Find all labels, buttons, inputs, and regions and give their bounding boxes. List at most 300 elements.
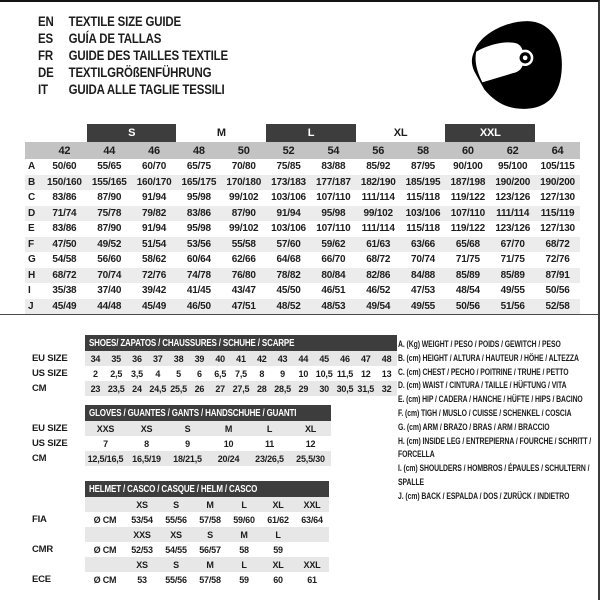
size-value: 48 xyxy=(376,351,397,366)
helmet-size-table xyxy=(30,481,329,587)
measure-value: 45/50 xyxy=(276,285,301,297)
measure-value: 66/70 xyxy=(321,254,346,266)
legend-item-H: H. (cm) INSIDE LEG / ENTREPIERNA / FOURCHE / SCHRITT / FORCELLA xyxy=(398,435,592,461)
measure-value: 43/47 xyxy=(231,285,256,297)
measure-value: 74/78 xyxy=(176,268,221,284)
measure-value: 45/49 xyxy=(132,299,177,315)
lang-row-en xyxy=(38,13,228,30)
measure-value: 46/51 xyxy=(321,285,346,297)
helmet-size-value: S xyxy=(159,497,193,512)
measure-value: 85/92 xyxy=(366,161,391,173)
lang-title: GUIDA ALLE TAGLIE TESSILI xyxy=(68,82,225,97)
helmet-size-value: XL xyxy=(261,557,295,572)
lang-title: GUIDE DES TAILLES TEXTILE xyxy=(68,48,228,63)
size-value: XL xyxy=(290,421,331,436)
measure-value: 71/74 xyxy=(42,206,87,222)
legend-item-B: B. (cm) HEIGHT / ALTURA / HAUTEUR / HÖHE / ALTEZZA xyxy=(398,352,579,364)
size-62: 62 xyxy=(490,142,535,159)
measure-value: 48/54 xyxy=(455,285,480,297)
size-value: 43 xyxy=(272,351,293,366)
measure-value: 87/90 xyxy=(97,223,122,235)
measure-value: 72/76 xyxy=(545,254,570,266)
gloves-title-row xyxy=(30,405,331,421)
measure-value: 62/66 xyxy=(231,254,256,266)
helmet-size-value: S xyxy=(193,527,227,542)
gloves-size-section xyxy=(30,405,331,466)
legend-item-J: J. (cm) BACK / ESPALDA / DOS / ZURÜCK / INDIETRO xyxy=(398,490,570,502)
gloves-row-eu-size xyxy=(30,421,331,436)
measure-value: 127/130 xyxy=(540,223,575,235)
helmet-size-value xyxy=(295,542,329,557)
measure-value: 50/60 xyxy=(52,161,77,173)
size-value: 26 xyxy=(189,381,210,396)
row-label: EU SIZE xyxy=(32,423,68,434)
size-52: 52 xyxy=(266,142,311,159)
measure-value: 57/60 xyxy=(266,237,311,253)
measure-value: 177/187 xyxy=(311,175,356,191)
lang-code: ES xyxy=(38,31,53,46)
size-value: 24 xyxy=(127,381,148,396)
lang-title: TEXTILE SIZE GUIDE xyxy=(68,14,181,29)
helmet-size-value: S xyxy=(159,557,193,572)
measure-value: 85/89 xyxy=(490,268,535,284)
measure-value: 95/98 xyxy=(186,223,211,235)
measure-row-E xyxy=(25,221,580,237)
legend-item-A: A. (Kg) WEIGHT / PESO / POIDS / GEWITCH / PESO xyxy=(398,339,561,350)
lang-code: DE xyxy=(38,65,54,80)
measure-value: 37/40 xyxy=(97,285,122,297)
measure-value: 111/114 xyxy=(490,206,535,222)
section-label-spacer xyxy=(30,481,85,497)
helmet-row-sizes-4 xyxy=(30,557,329,572)
textile-size-table xyxy=(25,124,580,314)
size-value: 47 xyxy=(355,351,376,366)
measure-value: 44/48 xyxy=(87,299,132,315)
measure-value: 111/114 xyxy=(361,192,395,204)
measure-value: 59/62 xyxy=(311,237,356,253)
helmet-size-value: 59/60 xyxy=(233,514,255,525)
legend-item-C: C. (cm) CHEST / PECHO / POITRINE / TRUHE / PETTO xyxy=(398,366,569,378)
size-value: 32 xyxy=(376,381,397,396)
size-58: 58 xyxy=(401,142,446,159)
lang-code: FR xyxy=(38,48,53,63)
measure-value: 111/114 xyxy=(361,223,395,235)
lang-row-it xyxy=(38,81,228,98)
row-letter: B xyxy=(25,175,42,191)
measure-value: 87/95 xyxy=(411,161,436,173)
row-label: EU SIZE xyxy=(32,353,68,364)
lang-title: TEXTILGRÖßENFÜHRUNG xyxy=(68,65,212,80)
size-value: 5 xyxy=(176,368,181,379)
measure-value: 68/72 xyxy=(42,268,87,284)
size-value: 24,5 xyxy=(147,381,168,396)
size-value: 46 xyxy=(335,351,356,366)
shoes-title-row xyxy=(30,335,397,351)
standard-label xyxy=(30,527,85,542)
measure-value: 99/102 xyxy=(229,192,259,204)
measure-value: 60/70 xyxy=(142,161,167,173)
gloves-row-cm xyxy=(30,451,331,466)
measure-value: 60/64 xyxy=(186,254,211,266)
gloves-title-text: GLOVES / GUANTES / GANTS / HANDSCHUHE / GUANTI xyxy=(89,407,297,419)
size-value: 3,5 xyxy=(131,368,143,379)
measure-value: 75/85 xyxy=(276,161,301,173)
size-value: 38 xyxy=(168,351,189,366)
lang-code: IT xyxy=(38,82,48,97)
row-letter: I xyxy=(28,285,31,297)
measure-value: 64/68 xyxy=(276,254,301,266)
measure-value: 65/75 xyxy=(186,161,211,173)
measure-value: 80/84 xyxy=(311,268,356,284)
gloves-title xyxy=(85,405,331,421)
size-value: 36 xyxy=(127,351,148,366)
size-value: 31,5 xyxy=(355,381,376,396)
measure-value: 91/94 xyxy=(142,192,167,204)
size-value: 7 xyxy=(103,438,108,449)
size-56: 56 xyxy=(356,142,401,159)
measure-value: 52/58 xyxy=(535,299,580,315)
helmet-size-value: XXL xyxy=(295,497,329,512)
language-title-list xyxy=(38,13,228,98)
size-46: 46 xyxy=(132,142,177,159)
size-value: 12 xyxy=(305,438,316,449)
helmet-size-value: XXL xyxy=(295,557,329,572)
shoes-size-section xyxy=(30,335,397,396)
measure-row-I xyxy=(25,283,580,299)
helmet-size-value: 61 xyxy=(307,574,317,585)
measure-value: 75/78 xyxy=(87,206,132,222)
measure-row-D xyxy=(25,206,580,222)
measure-value: 107/110 xyxy=(316,192,351,204)
helmet-row-sizes-2 xyxy=(30,527,329,542)
helmet-size-value: XS xyxy=(125,497,159,512)
measure-value: 78/82 xyxy=(266,268,311,284)
measure-value: 103/106 xyxy=(271,223,306,235)
measure-value: 45/49 xyxy=(42,299,87,315)
measure-value: 68/72 xyxy=(535,237,580,253)
section-label-spacer xyxy=(30,335,85,351)
measure-value: 190/200 xyxy=(490,175,535,191)
measure-value: 83/86 xyxy=(52,192,77,204)
diameter-unit xyxy=(85,557,125,572)
row-label: CM xyxy=(32,383,47,394)
diameter-unit: Ø CM xyxy=(93,514,117,525)
size-value: 10,5 xyxy=(315,368,333,379)
helmet-size-value: 53 xyxy=(137,574,147,585)
size-44: 44 xyxy=(87,142,132,159)
size-60: 60 xyxy=(445,142,490,159)
measure-value: 47/53 xyxy=(411,285,436,297)
measure-value: 190/200 xyxy=(535,175,580,191)
size-value: 8 xyxy=(259,368,265,379)
measure-value: 58/62 xyxy=(142,254,167,266)
size-value: 13 xyxy=(381,368,392,379)
helmet-row-ece xyxy=(30,572,329,587)
row-letter: D xyxy=(25,206,42,222)
measure-value: 53/56 xyxy=(176,237,221,253)
measure-value: 182/190 xyxy=(356,175,401,191)
helmet-size-value: 59 xyxy=(273,544,283,555)
helmet-size-value xyxy=(295,527,329,542)
measure-value: 49/54 xyxy=(356,299,401,315)
measure-row-C xyxy=(25,190,580,206)
measure-value: 63/66 xyxy=(401,237,446,253)
size-value: 28,5 xyxy=(272,381,293,396)
size-value: 35 xyxy=(106,351,127,366)
helmet-size-value: M xyxy=(227,527,261,542)
shoes-size-table xyxy=(30,335,397,396)
measure-value: 70/74 xyxy=(411,254,436,266)
measure-value: 55/65 xyxy=(97,161,122,173)
measure-value: 55/58 xyxy=(221,237,266,253)
measure-value: 90/100 xyxy=(453,161,483,173)
legend-item-D: D. (cm) WAIST / CINTURA / TAILLE / HÜFTUNG / VITA xyxy=(398,380,567,392)
measure-value: 76/80 xyxy=(221,268,266,284)
helmet-size-value: XS xyxy=(125,557,159,572)
row-letter: J xyxy=(25,299,42,315)
lang-code: EN xyxy=(38,14,54,29)
measure-value: 103/106 xyxy=(401,206,446,222)
size-value: 29 xyxy=(293,381,314,396)
helmet-size-value: 52/53 xyxy=(131,544,153,555)
size-value: 6 xyxy=(196,368,202,379)
row-letter: C xyxy=(28,192,36,204)
measure-value: 95/98 xyxy=(186,192,211,204)
measure-value: 115/118 xyxy=(406,223,440,235)
measure-value: 47/50 xyxy=(42,237,87,253)
measure-value: 71/75 xyxy=(455,254,480,266)
legend-item-I: I. (cm) SHOULDERS / HOMBROS / ÉPAULES / SCHULTERN / SPALLE xyxy=(398,463,590,488)
measure-value: 107/110 xyxy=(316,223,351,235)
size-value: 30 xyxy=(314,381,335,396)
helmet-size-value: 55/56 xyxy=(165,514,187,525)
measure-value: 56/60 xyxy=(97,254,122,266)
size-value: 10 xyxy=(298,368,309,379)
measure-value: 48/53 xyxy=(311,299,356,315)
size-48: 48 xyxy=(176,142,221,159)
helmet-size-value: 60 xyxy=(273,574,283,585)
size-value: 2,5 xyxy=(110,368,123,379)
helmet-title xyxy=(85,481,329,497)
size-value: 12 xyxy=(360,368,371,379)
helmet-title-text: HELMET / CASCO / CASQUE / HELM / CASCO xyxy=(89,483,258,495)
measure-value: 95/98 xyxy=(311,206,356,222)
legend-item-E: E. (cm) HIP / CADERA / HANCHE / HÜFTE / HIPS / BACINO xyxy=(398,394,583,406)
corner-spacer xyxy=(25,124,42,142)
shoes-row-us-size xyxy=(30,366,397,381)
diameter-unit xyxy=(85,527,125,542)
measure-value: 160/170 xyxy=(132,175,177,191)
diameter-unit: Ø CM xyxy=(93,574,117,585)
measure-value: 85/89 xyxy=(445,268,490,284)
measure-value: 165/175 xyxy=(176,175,221,191)
shoes-title xyxy=(85,335,397,351)
row-label: US SIZE xyxy=(32,438,68,449)
size-value: 12,5/16,5 xyxy=(85,451,126,466)
helmet-size-value: 57/58 xyxy=(199,514,221,525)
helmet-size-value: 58 xyxy=(239,544,249,555)
helmet-size-value: 57/58 xyxy=(199,574,221,585)
measure-value: 39/42 xyxy=(142,285,167,297)
row-letter: E xyxy=(28,223,35,235)
measure-value: 173/183 xyxy=(266,175,311,191)
measure-value: 107/110 xyxy=(445,206,490,222)
helmet-size-value: XS xyxy=(159,527,193,542)
measure-value: 51/54 xyxy=(132,237,177,253)
standard-label: ECE xyxy=(32,574,51,585)
measure-value: 50/56 xyxy=(445,299,490,315)
strip-spacer xyxy=(25,142,42,159)
size-value: 37 xyxy=(147,351,168,366)
size-value: 44 xyxy=(293,351,314,366)
size-value: 39 xyxy=(189,351,210,366)
measure-value: 91/94 xyxy=(266,206,311,222)
measure-row-A xyxy=(25,159,580,175)
size-value: 9 xyxy=(185,438,190,449)
size-value: L xyxy=(249,421,290,436)
measure-value: 127/130 xyxy=(540,192,575,204)
measure-value: 79/82 xyxy=(132,206,177,222)
legend-item-G: G. (cm) ARM / BRAZO / BRAS / ARM / BRACCIO xyxy=(398,421,550,433)
size-value: 11,5 xyxy=(336,368,354,379)
measure-value: 67/70 xyxy=(490,237,535,253)
measure-value: 105/115 xyxy=(540,161,575,173)
measure-value: 103/106 xyxy=(271,192,306,204)
section-label-spacer xyxy=(30,405,85,421)
measure-value: 49/55 xyxy=(401,299,446,315)
standard-label xyxy=(30,497,85,512)
size-value: 9 xyxy=(280,368,285,379)
measure-value: 47/51 xyxy=(221,299,266,315)
size-value: 41 xyxy=(231,351,252,366)
measure-value: 123/126 xyxy=(495,223,531,235)
measure-value: 65/68 xyxy=(445,237,490,253)
size-value: 11 xyxy=(264,438,275,449)
helmet-size-value: 56/57 xyxy=(199,544,221,555)
legend-item-F: F. (cm) TIGH / MUSLO / CUISSE / SCHENKEL / COSCIA xyxy=(398,407,572,419)
row-label: CM xyxy=(32,453,47,464)
helmet-size-value: 54/55 xyxy=(165,544,187,555)
lang-row-fr xyxy=(38,47,228,64)
size-value: 45 xyxy=(314,351,335,366)
measure-value: 83/88 xyxy=(321,161,346,173)
size-value: XS xyxy=(126,421,167,436)
measure-value: 87/90 xyxy=(221,206,266,222)
size-group-m: M xyxy=(216,127,226,139)
size-64: 64 xyxy=(535,142,580,159)
standard-label xyxy=(30,557,85,572)
size-value: 23,5 xyxy=(106,381,127,396)
numeric-size-row xyxy=(25,142,580,159)
helmet-size-value: L xyxy=(227,557,261,572)
measure-row-B xyxy=(25,175,580,191)
measure-value: 123/126 xyxy=(495,192,531,204)
size-value: 25,5 xyxy=(168,381,189,396)
measure-value: 35/38 xyxy=(52,285,77,297)
measure-value: 84/88 xyxy=(401,268,446,284)
group-spacer-left xyxy=(42,124,87,142)
measure-value: 41/45 xyxy=(186,285,211,297)
lang-row-es xyxy=(38,30,228,47)
size-value: M xyxy=(208,421,249,436)
measure-value: 115/119 xyxy=(535,206,580,222)
racing-helmet-icon xyxy=(466,15,568,117)
helmet-size-value: 53/54 xyxy=(131,514,153,525)
measure-value: 49/55 xyxy=(500,285,525,297)
helmet-size-value: XXS xyxy=(125,527,159,542)
helmet-size-value: 59 xyxy=(239,574,249,585)
size-50: 50 xyxy=(221,142,266,159)
size-value: 18/21,5 xyxy=(167,451,208,466)
size-value: 25,5/30 xyxy=(290,451,331,466)
measure-value: 95/100 xyxy=(498,161,528,173)
helmet-size-value: M xyxy=(193,557,227,572)
measure-value: 82/86 xyxy=(356,268,401,284)
measure-row-F xyxy=(25,237,580,253)
size-42: 42 xyxy=(42,142,87,159)
lang-title: GUÍA DE TALLAS xyxy=(68,31,162,46)
helmet-size-value: M xyxy=(193,497,227,512)
gloves-row-us-size xyxy=(30,436,331,451)
size-value: 27 xyxy=(210,381,231,396)
size-value: 34 xyxy=(85,351,106,366)
measure-value: 70/74 xyxy=(87,268,132,284)
measure-value: 54/58 xyxy=(52,254,77,266)
size-value: 42 xyxy=(251,351,272,366)
row-letter: G xyxy=(28,254,36,266)
size-value: 23 xyxy=(85,381,106,396)
size-group-row xyxy=(25,124,580,142)
measure-row-H xyxy=(25,268,580,284)
size-value: 16,5/19 xyxy=(126,451,167,466)
measure-value: 150/160 xyxy=(42,175,87,191)
lang-row-de xyxy=(38,64,228,81)
measure-value: 99/102 xyxy=(229,223,259,235)
standard-label: FIA xyxy=(32,514,47,525)
measure-value: 115/118 xyxy=(406,192,440,204)
measure-value: 51/56 xyxy=(490,299,535,315)
size-value: 27,5 xyxy=(231,381,252,396)
measure-value: 50/56 xyxy=(545,285,570,297)
measure-value: 61/63 xyxy=(356,237,401,253)
measure-row-J xyxy=(25,299,580,315)
section-divider xyxy=(0,314,600,315)
size-value: 7,5 xyxy=(235,368,247,379)
size-value: 28 xyxy=(251,381,272,396)
measure-value: 48/52 xyxy=(266,299,311,315)
row-letter: A xyxy=(28,161,36,173)
measurement-legend xyxy=(398,338,598,504)
measure-value: 70/80 xyxy=(231,161,256,173)
size-group-xxl: XXL xyxy=(445,124,535,142)
measure-value: 119/122 xyxy=(450,223,485,235)
group-spacer-right xyxy=(535,124,580,142)
measure-value: 170/180 xyxy=(221,175,266,191)
measure-value: 119/122 xyxy=(450,192,485,204)
standard-label: CMR xyxy=(32,544,54,555)
measure-value: 99/102 xyxy=(356,206,401,222)
shoes-row-eu-size xyxy=(30,351,397,366)
size-value: 20/24 xyxy=(208,451,249,466)
row-letter: H xyxy=(25,268,42,284)
size-value: S xyxy=(167,421,208,436)
size-value: 8 xyxy=(144,438,149,449)
helmet-size-value: 61/62 xyxy=(267,514,289,525)
measure-row-G xyxy=(25,252,580,268)
size-group-l: L xyxy=(266,124,356,142)
measure-value: 187/198 xyxy=(445,175,490,191)
measure-value: 91/94 xyxy=(142,223,167,235)
